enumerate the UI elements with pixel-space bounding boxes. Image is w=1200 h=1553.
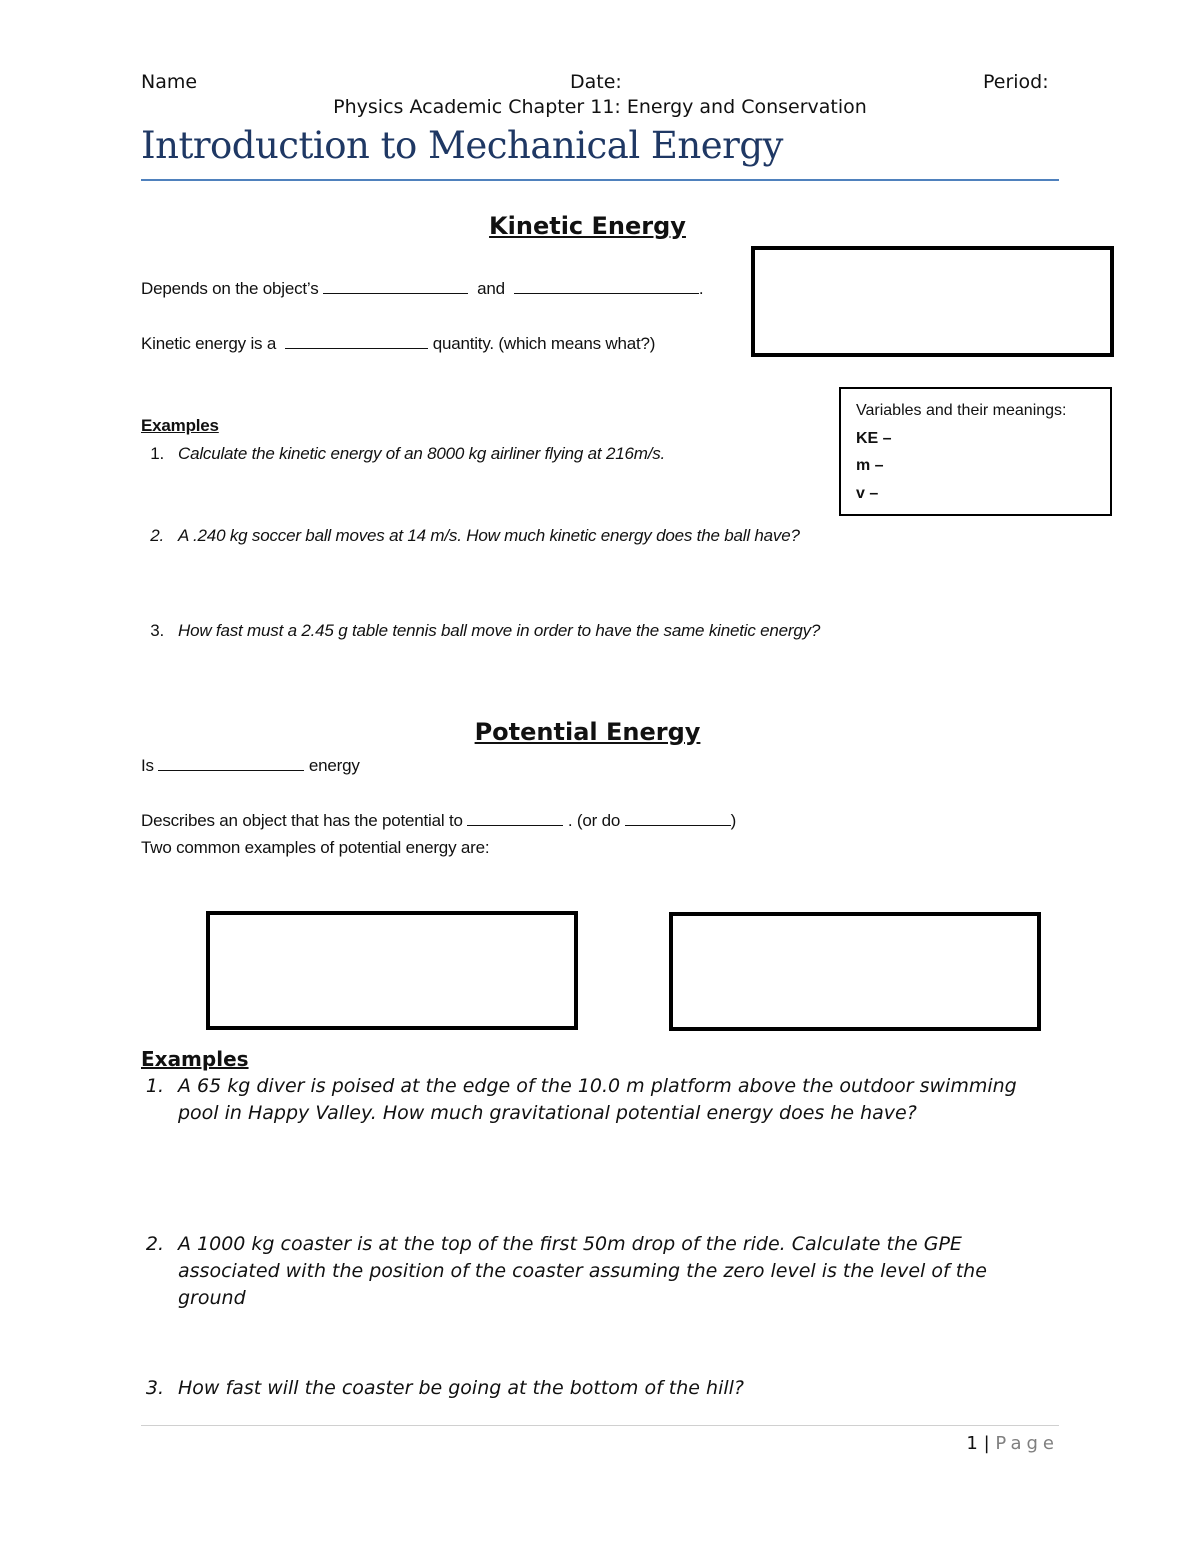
potential-examples-label: Examples bbox=[141, 1047, 249, 1071]
potential-example-2 bbox=[108, 1231, 1018, 1312]
formula-answer-box[interactable] bbox=[751, 246, 1114, 357]
potential-example-box-1[interactable] bbox=[206, 911, 578, 1030]
page-label: Page bbox=[995, 1433, 1059, 1454]
is-prefix: Is bbox=[141, 756, 154, 775]
depends-end: . bbox=[698, 279, 704, 298]
variable-ke: KE – bbox=[856, 429, 892, 447]
period-label: Period: bbox=[983, 71, 1049, 93]
example-text: How fast will the coaster be going at the bottom of the hill? bbox=[178, 1377, 744, 1399]
list-number: 1. bbox=[145, 1075, 164, 1097]
variables-title: Variables and their meanings: bbox=[856, 402, 1067, 419]
list-number: 3. bbox=[150, 621, 164, 640]
example-text: A .240 kg soccer ball moves at 14 m/s. How much kinetic energy does the ball have? bbox=[178, 526, 800, 545]
date-label: Date: bbox=[570, 71, 622, 93]
variables-box bbox=[839, 387, 1112, 516]
page-footer bbox=[966, 1433, 1059, 1454]
course-subtitle: Physics Academic Chapter 11: Energy and Conservation bbox=[333, 96, 867, 118]
kinetic-example-3 bbox=[108, 621, 820, 641]
title-rule bbox=[141, 179, 1059, 181]
page-number: 1 bbox=[966, 1433, 978, 1454]
scalar-suffix: quantity. (which means what?) bbox=[432, 334, 656, 353]
is-suffix: energy bbox=[308, 756, 360, 775]
list-number: 3. bbox=[145, 1377, 164, 1399]
potential-example-3 bbox=[108, 1375, 1018, 1402]
blank-field-3[interactable] bbox=[285, 334, 428, 349]
describes-line bbox=[141, 811, 736, 831]
potential-heading: Potential Energy bbox=[474, 718, 701, 746]
potential-example-box-2[interactable] bbox=[669, 912, 1041, 1031]
name-label: Name bbox=[141, 71, 198, 93]
blank-field-1[interactable] bbox=[323, 279, 468, 294]
example-text: How fast must a 2.45 g table tennis ball move in order to have the same kinetic energy? bbox=[178, 621, 821, 640]
list-number: 2. bbox=[145, 1233, 164, 1255]
kinetic-heading: Kinetic Energy bbox=[489, 212, 686, 240]
example-text: Calculate the kinetic energy of an 8000 kg airliner flying at 216m/s. bbox=[178, 444, 666, 463]
list-number: 1. bbox=[150, 444, 164, 463]
blank-field-2[interactable] bbox=[514, 279, 699, 294]
example-text: A 1000 kg coaster is at the top of the first 50m drop of the ride. Calculate the GPE associated with the position of the coaster assuming the zero level is the level of the ground bbox=[178, 1233, 987, 1309]
kinetic-examples-label: Examples bbox=[141, 416, 219, 435]
depends-prefix: Depends on the object’s bbox=[141, 279, 319, 298]
is-line bbox=[141, 756, 360, 776]
example-text: A 65 kg diver is poised at the edge of the 10.0 m platform above the outdoor swimming pool in Happy Valley. How much gravitational potential energy does he have? bbox=[178, 1075, 1017, 1124]
blank-field-5[interactable] bbox=[467, 811, 563, 826]
describes-prefix: Describes an object that has the potential to bbox=[141, 811, 463, 830]
describes-mid: . (or do bbox=[567, 811, 621, 830]
variable-m: m – bbox=[856, 457, 884, 474]
scalar-line bbox=[141, 334, 655, 354]
blank-field-6[interactable] bbox=[625, 811, 731, 826]
depends-and: and bbox=[477, 279, 505, 298]
footer-rule bbox=[141, 1425, 1059, 1426]
kinetic-example-1 bbox=[108, 444, 665, 464]
scalar-prefix: Kinetic energy is a bbox=[141, 334, 277, 353]
blank-field-4[interactable] bbox=[158, 756, 304, 771]
potential-example-1 bbox=[108, 1073, 1018, 1127]
page-title: Introduction to Mechanical Energy bbox=[141, 124, 783, 167]
depends-line bbox=[141, 279, 703, 299]
list-number: 2. bbox=[150, 526, 164, 545]
describes-end: ) bbox=[730, 811, 737, 830]
two-examples-line: Two common examples of potential energy are: bbox=[141, 838, 490, 857]
footer-separator: | bbox=[983, 1433, 990, 1454]
kinetic-example-2 bbox=[108, 526, 800, 546]
variable-v: v – bbox=[856, 484, 879, 502]
